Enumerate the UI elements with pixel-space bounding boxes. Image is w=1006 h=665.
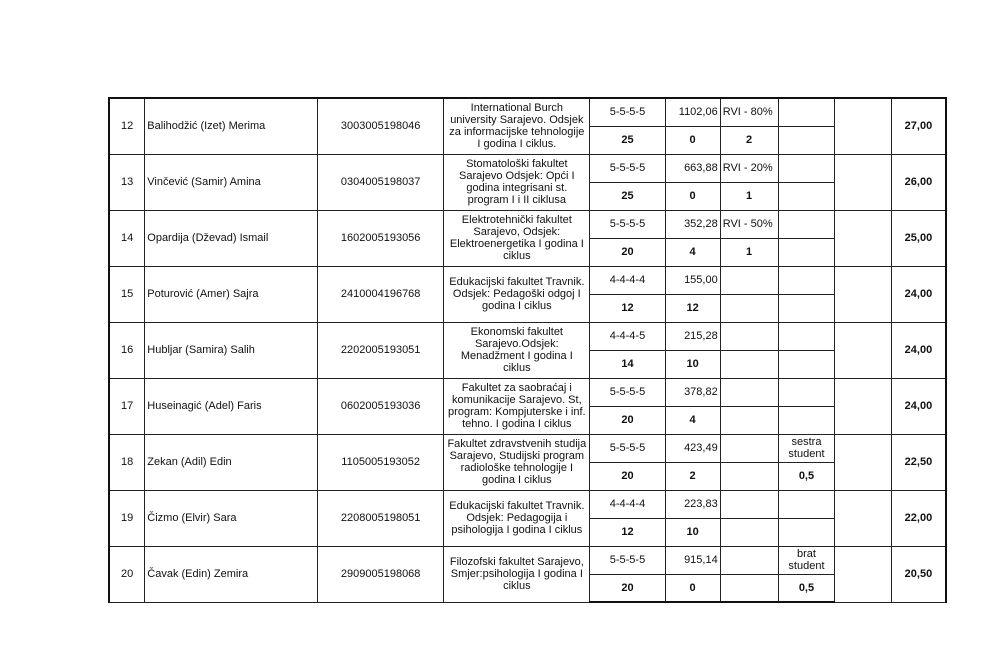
- points-rvi: [720, 350, 778, 378]
- amount-cell: 223,83: [665, 490, 720, 518]
- student-name: Opardija (Dževad) Ismail: [145, 210, 318, 266]
- grades-cell: 4-4-4-4: [590, 266, 665, 294]
- student-name: Čavak (Edin) Zemira: [145, 546, 318, 602]
- points-amount: 12: [665, 294, 720, 322]
- points-note: 0,5: [778, 574, 835, 602]
- amount-cell: 1102,06: [665, 98, 720, 126]
- row-number: 14: [109, 210, 145, 266]
- points-note: [778, 350, 835, 378]
- jmbg-cell: 2410004196768: [318, 266, 444, 322]
- student-name: Poturović (Amer) Sajra: [145, 266, 318, 322]
- points-rvi: 1: [720, 182, 778, 210]
- row-number: 17: [109, 378, 145, 434]
- rvi-cell: [720, 490, 778, 518]
- faculty-cell: Fakultet zdravstvenih studija Sarajevo, Studijski program radiološke tehnologije I godina I ciklus: [444, 434, 590, 490]
- points-rvi: [720, 406, 778, 434]
- rvi-cell: [720, 378, 778, 406]
- total-points: 20,50: [891, 546, 946, 602]
- note-cell: [778, 210, 835, 238]
- extra-cell: [835, 434, 891, 490]
- note-cell: brat student: [778, 546, 835, 574]
- grades-cell: 4-4-4-5: [590, 322, 665, 350]
- amount-cell: 663,88: [665, 154, 720, 182]
- points-amount: 0: [665, 574, 720, 602]
- table-row: [109, 210, 1005, 238]
- points-amount: 2: [665, 462, 720, 490]
- points-amount: 4: [665, 238, 720, 266]
- note-cell: [778, 490, 835, 518]
- rvi-cell: [720, 434, 778, 462]
- note-cell: [778, 266, 835, 294]
- extra-cell: [835, 210, 891, 266]
- table-row: [109, 434, 1005, 462]
- extra-cell: [835, 322, 891, 378]
- faculty-cell: International Burch university Sarajevo. Odsjek za informacijske tehnologije I godina I ciklus.: [444, 98, 590, 154]
- table-row: [109, 98, 1005, 126]
- points-note: [778, 406, 835, 434]
- extra-cell: [835, 490, 891, 546]
- row-number: 20: [109, 546, 145, 602]
- points-grades: 20: [590, 238, 665, 266]
- points-note: [778, 182, 835, 210]
- total-points: 22,00: [891, 490, 946, 546]
- points-amount: 10: [665, 518, 720, 546]
- points-note: 0,5: [778, 462, 835, 490]
- grades-cell: 5-5-5-5: [590, 434, 665, 462]
- points-grades: 14: [590, 350, 665, 378]
- points-note: [778, 238, 835, 266]
- rvi-cell: [720, 546, 778, 574]
- grades-cell: 5-5-5-5: [590, 98, 665, 126]
- extra-cell: [835, 154, 891, 210]
- total-points: 24,00: [891, 266, 946, 322]
- student-name: Vinčević (Samir) Amina: [145, 154, 318, 210]
- table-row: [109, 378, 1005, 406]
- jmbg-cell: 2909005198068: [318, 546, 444, 602]
- jmbg-cell: 2208005198051: [318, 490, 444, 546]
- grades-cell: 4-4-4-4: [590, 490, 665, 518]
- rvi-cell: [720, 322, 778, 350]
- points-note: [778, 126, 835, 154]
- grades-cell: 5-5-5-5: [590, 210, 665, 238]
- points-rvi: [720, 518, 778, 546]
- jmbg-cell: 3003005198046: [318, 98, 444, 154]
- table-row: [109, 154, 1005, 182]
- rvi-cell: RVI - 20%: [720, 154, 778, 182]
- jmbg-cell: 0602005193036: [318, 378, 444, 434]
- grades-cell: 5-5-5-5: [590, 378, 665, 406]
- points-amount: 10: [665, 350, 720, 378]
- extra-cell: [835, 546, 891, 602]
- amount-cell: 915,14: [665, 546, 720, 574]
- total-points: 24,00: [891, 378, 946, 434]
- note-cell: [778, 154, 835, 182]
- points-rvi: [720, 574, 778, 602]
- faculty-cell: Edukacijski fakultet Travnik. Odsjek: Pedagoški odgoj I godina I ciklus: [444, 266, 590, 322]
- note-cell: [778, 378, 835, 406]
- faculty-cell: Elektrotehnički fakultet Sarajevo, Odsjek: Elektroenergetika I godina I ciklus: [444, 210, 590, 266]
- student-name: Čizmo (Elvir) Sara: [145, 490, 318, 546]
- faculty-cell: Ekonomski fakultet Sarajevo.Odsjek: Menadžment I godina I ciklus: [444, 322, 590, 378]
- table-row: [109, 490, 1005, 518]
- amount-cell: 352,28: [665, 210, 720, 238]
- amount-cell: 423,49: [665, 434, 720, 462]
- student-name: Hubljar (Samira) Salih: [145, 322, 318, 378]
- grades-cell: 5-5-5-5: [590, 546, 665, 574]
- amount-cell: 155,00: [665, 266, 720, 294]
- row-number: 18: [109, 434, 145, 490]
- amount-cell: 378,82: [665, 378, 720, 406]
- points-amount: 0: [665, 126, 720, 154]
- table-body: [109, 98, 1005, 602]
- table-row: [109, 546, 1005, 574]
- row-number: 15: [109, 266, 145, 322]
- table-row: [109, 322, 1005, 350]
- rvi-cell: [720, 266, 778, 294]
- row-number: 12: [109, 98, 145, 154]
- ranking-table: [108, 97, 1006, 603]
- points-rvi: 2: [720, 126, 778, 154]
- amount-cell: 215,28: [665, 322, 720, 350]
- points-note: [778, 294, 835, 322]
- extra-cell: [835, 98, 891, 154]
- table-row: [109, 266, 1005, 294]
- points-grades: 12: [590, 294, 665, 322]
- points-grades: 20: [590, 406, 665, 434]
- points-rvi: 1: [720, 238, 778, 266]
- row-number: 19: [109, 490, 145, 546]
- jmbg-cell: 2202005193051: [318, 322, 444, 378]
- jmbg-cell: 0304005198037: [318, 154, 444, 210]
- total-points: 26,00: [891, 154, 946, 210]
- points-rvi: [720, 462, 778, 490]
- student-name: Balihodžić (Izet) Merima: [145, 98, 318, 154]
- points-grades: 25: [590, 126, 665, 154]
- row-number: 16: [109, 322, 145, 378]
- note-cell: [778, 322, 835, 350]
- points-grades: 25: [590, 182, 665, 210]
- extra-cell: [835, 266, 891, 322]
- note-cell: sestra student: [778, 434, 835, 462]
- jmbg-cell: 1602005193056: [318, 210, 444, 266]
- total-points: 27,00: [891, 98, 946, 154]
- grades-cell: 5-5-5-5: [590, 154, 665, 182]
- faculty-cell: Filozofski fakultet Sarajevo, Smjer:psihologija I godina I ciklus: [444, 546, 590, 602]
- points-amount: 0: [665, 182, 720, 210]
- total-points: 22,50: [891, 434, 946, 490]
- points-note: [778, 518, 835, 546]
- student-name: Huseinagić (Adel) Faris: [145, 378, 318, 434]
- student-name: Zekan (Adil) Edin: [145, 434, 318, 490]
- total-points: 24,00: [891, 322, 946, 378]
- rvi-cell: RVI - 50%: [720, 210, 778, 238]
- points-amount: 4: [665, 406, 720, 434]
- faculty-cell: Stomatološki fakultet Sarajevo Odsjek: Opći I godina integrisani st. program I i II ciklusa: [444, 154, 590, 210]
- points-grades: 20: [590, 462, 665, 490]
- points-grades: 12: [590, 518, 665, 546]
- jmbg-cell: 1105005193052: [318, 434, 444, 490]
- points-grades: 20: [590, 574, 665, 602]
- extra-cell: [835, 378, 891, 434]
- total-points: 25,00: [891, 210, 946, 266]
- note-cell: [778, 98, 835, 126]
- rvi-cell: RVI - 80%: [720, 98, 778, 126]
- points-rvi: [720, 294, 778, 322]
- row-number: 13: [109, 154, 145, 210]
- faculty-cell: Fakultet za saobraćaj i komunikacije Sarajevo. St, program: Kompjuterske i inf. tehno. I godina I ciklus: [444, 378, 590, 434]
- faculty-cell: Edukacijski fakultet Travnik. Odsjek: Pedagogija i psihologija I godina I ciklus: [444, 490, 590, 546]
